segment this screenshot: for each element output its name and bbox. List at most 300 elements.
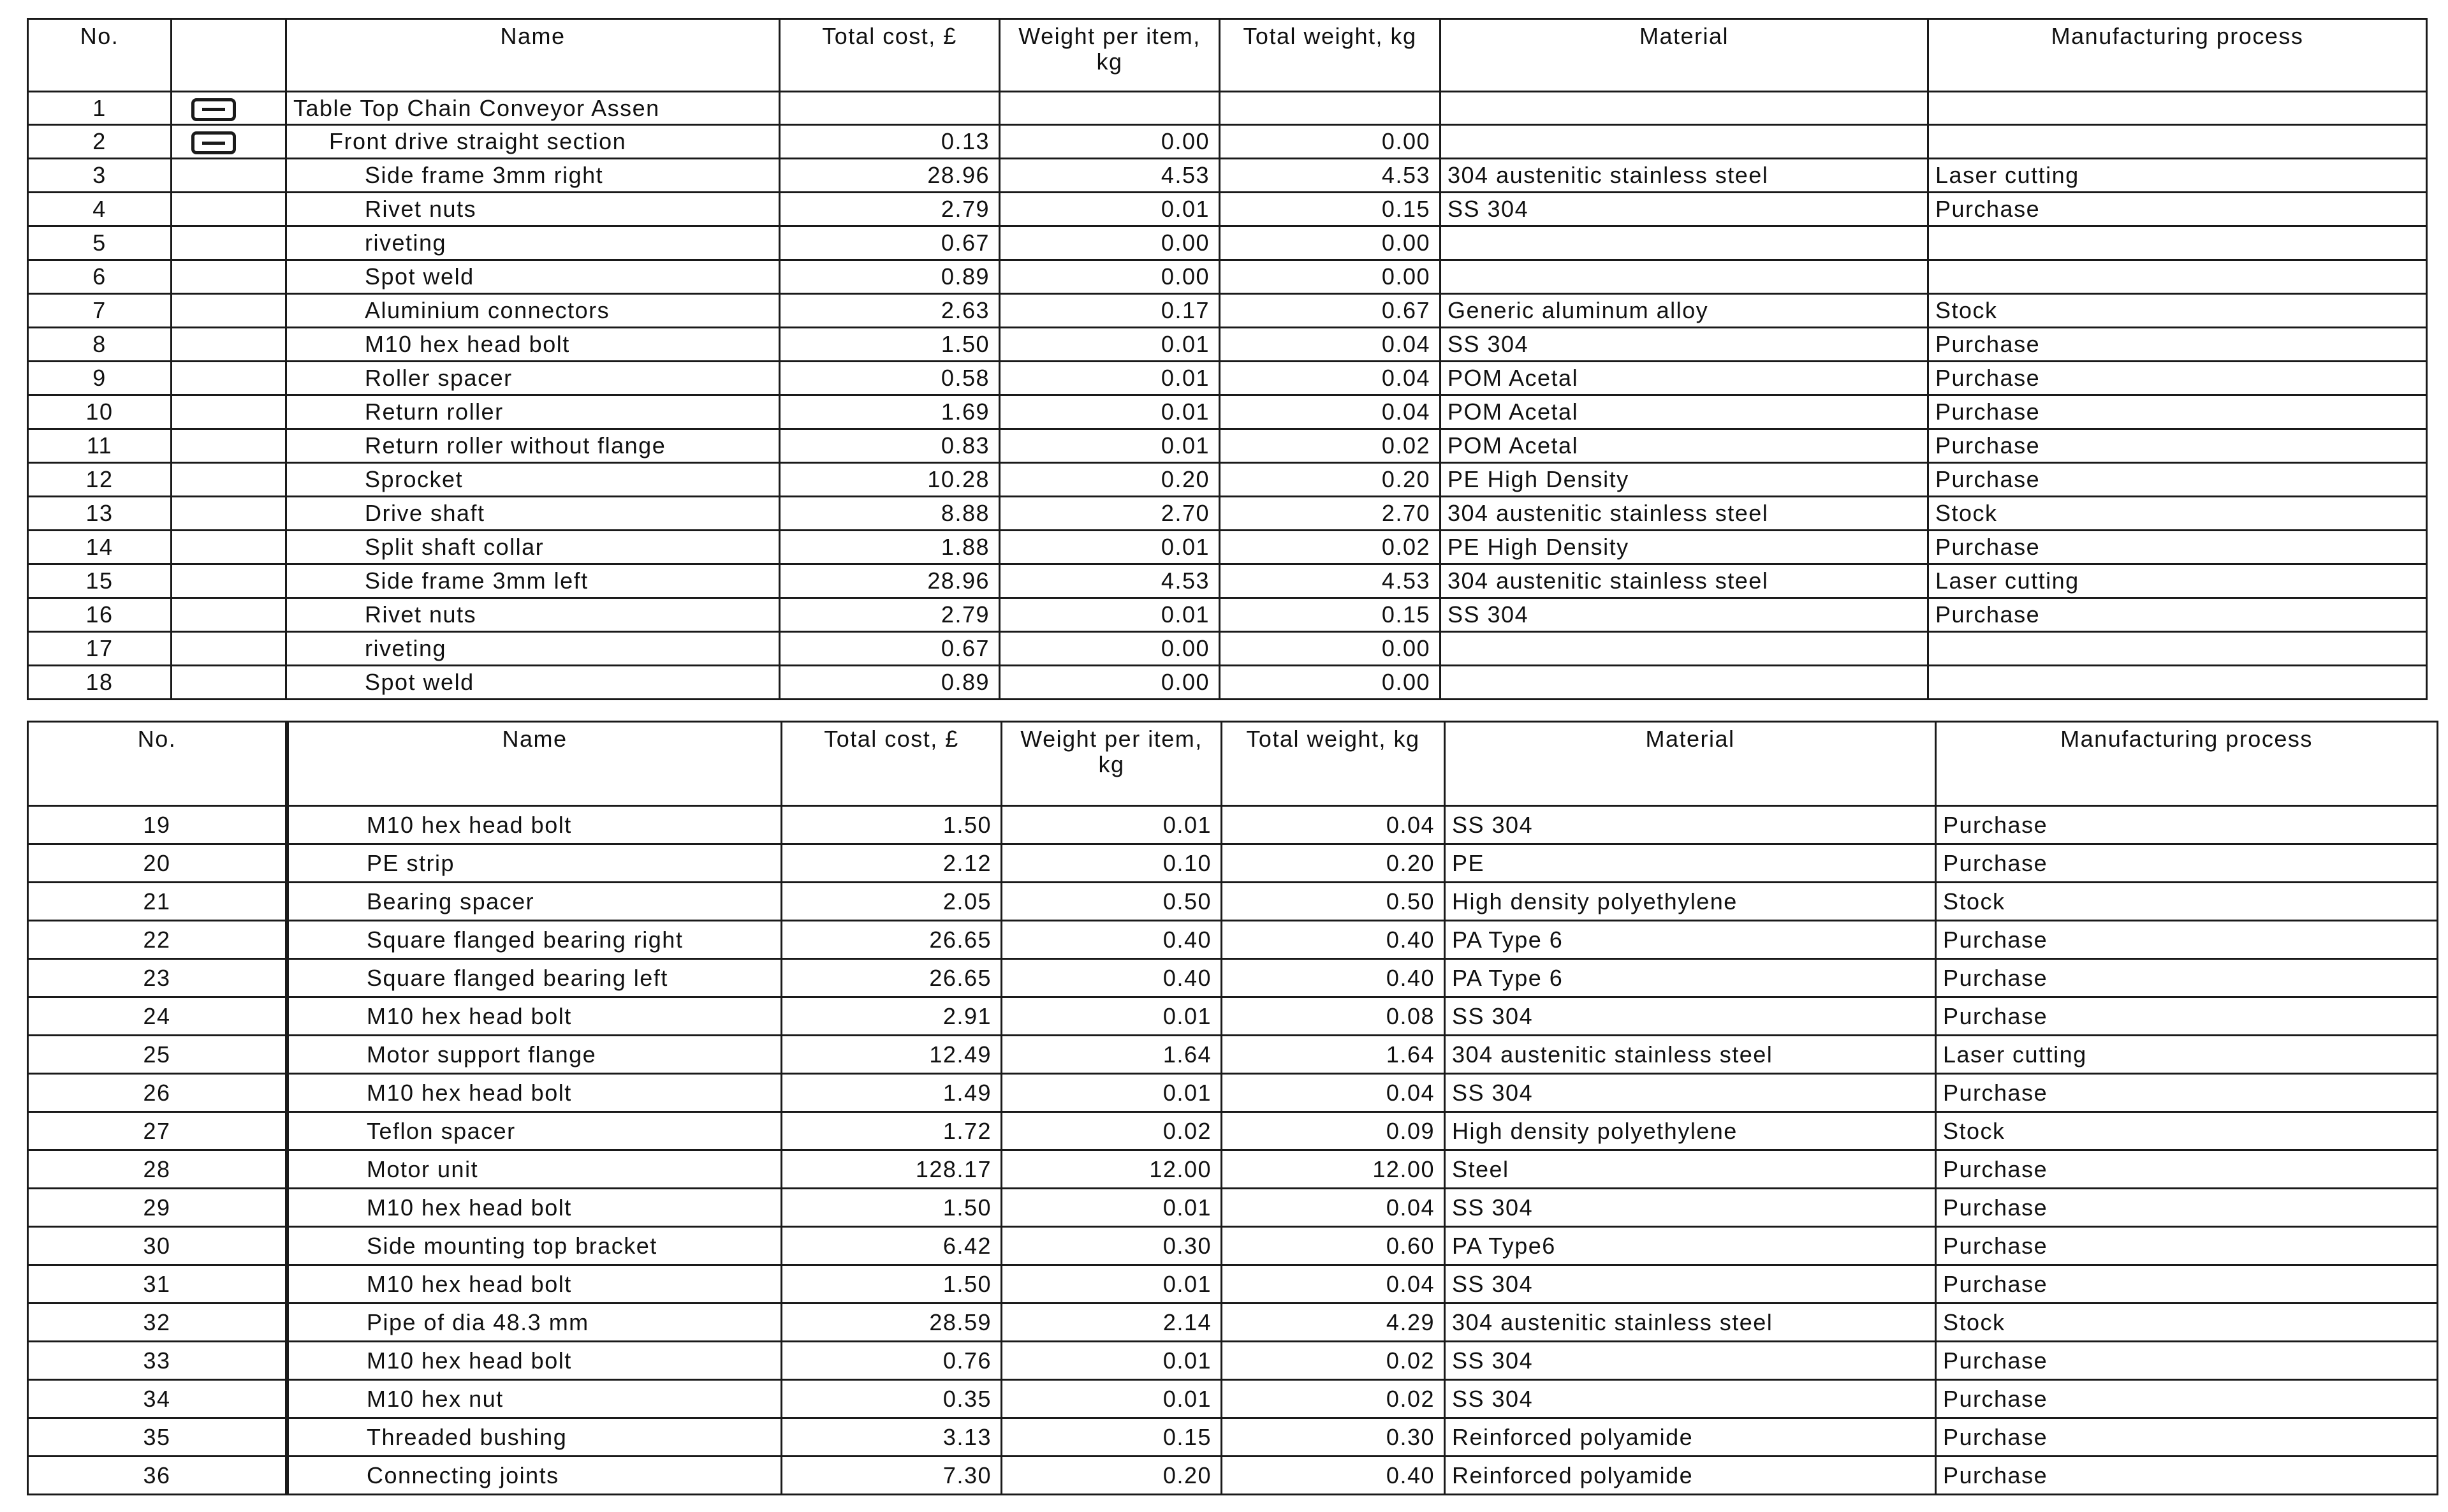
collapse-icon[interactable]: [191, 98, 236, 121]
material: SS 304: [1445, 1380, 1936, 1418]
row-number: 22: [28, 921, 286, 959]
manufacturing-process: [1928, 125, 2427, 159]
row-number: 14: [28, 531, 172, 564]
row-expander[interactable]: [172, 463, 286, 497]
material: POM Acetal: [1440, 429, 1928, 463]
header-total-cost: Total cost, £: [782, 722, 1002, 806]
total-cost: 1.50: [780, 328, 1000, 362]
row-expander[interactable]: [172, 226, 286, 260]
header-material: Material: [1440, 19, 1928, 92]
material: [1440, 226, 1928, 260]
part-name: Sprocket: [286, 463, 780, 497]
header-total-cost: Total cost, £: [780, 19, 1000, 92]
part-name: Return roller: [286, 395, 780, 429]
weight-per-item: 0.40: [1002, 921, 1222, 959]
total-cost: 0.58: [780, 362, 1000, 395]
row-number: 31: [28, 1265, 286, 1303]
material: SS 304: [1440, 328, 1928, 362]
total-cost: [780, 92, 1000, 125]
weight-per-item: 0.50: [1002, 883, 1222, 921]
part-name: Side frame 3mm right: [286, 159, 780, 193]
part-name: M10 hex head bolt: [288, 806, 782, 844]
total-weight: 0.04: [1222, 1074, 1445, 1112]
total-weight: 0.08: [1222, 997, 1445, 1036]
table-row[interactable]: [28, 564, 2427, 598]
total-weight: 0.40: [1222, 959, 1445, 997]
row-number: 4: [28, 193, 172, 226]
weight-per-item: 0.40: [1002, 959, 1222, 997]
total-weight: [1220, 92, 1440, 125]
weight-per-item: 0.20: [1000, 463, 1220, 497]
material: 304 austenitic stainless steel: [1440, 159, 1928, 193]
total-weight: 0.20: [1222, 844, 1445, 883]
row-expander[interactable]: [172, 531, 286, 564]
manufacturing-process: Purchase: [1936, 997, 2438, 1036]
material: PA Type6: [1445, 1227, 1936, 1265]
row-number: 19: [28, 806, 286, 844]
total-weight: 0.20: [1220, 463, 1440, 497]
material: 304 austenitic stainless steel: [1440, 497, 1928, 531]
row-expander[interactable]: [172, 260, 286, 294]
table-row[interactable]: [28, 1418, 2438, 1457]
manufacturing-process: Purchase: [1936, 1227, 2438, 1265]
row-number: 33: [28, 1342, 286, 1380]
material: SS 304: [1445, 1265, 1936, 1303]
part-name: Side frame 3mm left: [286, 564, 780, 598]
row-number: 21: [28, 883, 286, 921]
total-cost: 12.49: [782, 1036, 1002, 1074]
weight-per-item: 0.01: [1000, 531, 1220, 564]
row-number: 16: [28, 598, 172, 632]
material: 304 austenitic stainless steel: [1440, 564, 1928, 598]
header-icon: [172, 19, 286, 92]
total-weight: 0.04: [1220, 395, 1440, 429]
total-cost: 28.59: [782, 1303, 1002, 1342]
row-number: 7: [28, 294, 172, 328]
weight-per-item: 0.02: [1002, 1112, 1222, 1150]
part-name: Threaded bushing: [288, 1418, 782, 1457]
part-name: Spot weld: [286, 260, 780, 294]
row-expander[interactable]: [172, 395, 286, 429]
table-row[interactable]: [28, 362, 2427, 395]
total-cost: 1.69: [780, 395, 1000, 429]
row-expander[interactable]: [172, 125, 286, 159]
row-number: 23: [28, 959, 286, 997]
row-number: 25: [28, 1036, 286, 1074]
manufacturing-process: Purchase: [1928, 429, 2427, 463]
part-name: Aluminium connectors: [286, 294, 780, 328]
material: SS 304: [1445, 1342, 1936, 1380]
material: Generic aluminum alloy: [1440, 294, 1928, 328]
table-row[interactable]: [28, 226, 2427, 260]
table-row[interactable]: [28, 1303, 2438, 1342]
table-row[interactable]: [28, 395, 2427, 429]
total-cost: 2.79: [780, 193, 1000, 226]
row-expander[interactable]: [172, 92, 286, 125]
table-row[interactable]: [28, 294, 2427, 328]
manufacturing-process: Stock: [1928, 294, 2427, 328]
material: [1440, 125, 1928, 159]
row-number: 3: [28, 159, 172, 193]
material: PA Type 6: [1445, 959, 1936, 997]
table-row[interactable]: [28, 1380, 2438, 1418]
table-body: [28, 806, 2438, 1495]
material: Reinforced polyamide: [1445, 1418, 1936, 1457]
table-row[interactable]: [28, 844, 2438, 883]
table-row[interactable]: [28, 1036, 2438, 1074]
material: Reinforced polyamide: [1445, 1457, 1936, 1495]
manufacturing-process: [1928, 92, 2427, 125]
total-weight: 12.00: [1222, 1150, 1445, 1189]
part-name: M10 hex head bolt: [288, 1074, 782, 1112]
total-cost: 2.91: [782, 997, 1002, 1036]
manufacturing-process: Stock: [1936, 883, 2438, 921]
total-weight: 0.02: [1222, 1342, 1445, 1380]
weight-per-item: 0.01: [1000, 328, 1220, 362]
table-header-row: [28, 722, 2438, 806]
material: SS 304: [1440, 193, 1928, 226]
manufacturing-process: Laser cutting: [1928, 564, 2427, 598]
weight-per-item: 0.01: [1002, 1265, 1222, 1303]
total-cost: 3.13: [782, 1418, 1002, 1457]
material: Steel: [1445, 1150, 1936, 1189]
material: 304 austenitic stainless steel: [1445, 1036, 1936, 1074]
part-name: Pipe of dia 48.3 mm: [288, 1303, 782, 1342]
header-weight-per-item: Weight per item, kg: [1000, 19, 1220, 92]
total-weight: 0.30: [1222, 1418, 1445, 1457]
total-weight: 1.64: [1222, 1036, 1445, 1074]
total-weight: 0.02: [1220, 531, 1440, 564]
row-expander[interactable]: [172, 294, 286, 328]
part-name: M10 hex head bolt: [288, 997, 782, 1036]
total-cost: 2.12: [782, 844, 1002, 883]
row-expander[interactable]: [172, 497, 286, 531]
part-name: M10 hex nut: [288, 1380, 782, 1418]
row-number: 5: [28, 226, 172, 260]
row-number: 11: [28, 429, 172, 463]
table-row[interactable]: [28, 125, 2427, 159]
collapse-icon[interactable]: [191, 131, 236, 154]
manufacturing-process: Purchase: [1928, 463, 2427, 497]
part-name: Teflon spacer: [288, 1112, 782, 1150]
row-number: 30: [28, 1227, 286, 1265]
weight-per-item: 0.30: [1002, 1227, 1222, 1265]
row-number: 34: [28, 1380, 286, 1418]
part-name: M10 hex head bolt: [286, 328, 780, 362]
row-expander[interactable]: [172, 429, 286, 463]
part-name: Square flanged bearing right: [288, 921, 782, 959]
part-name: Return roller without flange: [286, 429, 780, 463]
part-name: M10 hex head bolt: [288, 1265, 782, 1303]
table-row[interactable]: [28, 1227, 2438, 1265]
table-row[interactable]: [28, 883, 2438, 921]
weight-per-item: 12.00: [1002, 1150, 1222, 1189]
row-number: 32: [28, 1303, 286, 1342]
part-name: Square flanged bearing left: [288, 959, 782, 997]
total-weight: 0.00: [1220, 260, 1440, 294]
total-cost: 8.88: [780, 497, 1000, 531]
row-expander[interactable]: [172, 193, 286, 226]
total-weight: 4.53: [1220, 159, 1440, 193]
weight-per-item: 0.01: [1000, 395, 1220, 429]
manufacturing-process: Purchase: [1936, 1457, 2438, 1495]
header-name: Name: [286, 19, 780, 92]
total-weight: 0.04: [1222, 806, 1445, 844]
table-row[interactable]: [28, 997, 2438, 1036]
manufacturing-process: Purchase: [1928, 362, 2427, 395]
header-no: No.: [28, 722, 286, 806]
material: POM Acetal: [1440, 362, 1928, 395]
header-material: Material: [1445, 722, 1936, 806]
table-row[interactable]: [28, 806, 2438, 844]
weight-per-item: 0.00: [1000, 632, 1220, 666]
weight-per-item: 0.10: [1002, 844, 1222, 883]
total-cost: 10.28: [780, 463, 1000, 497]
manufacturing-process: Purchase: [1936, 844, 2438, 883]
total-weight: 4.29: [1222, 1303, 1445, 1342]
total-cost: 0.35: [782, 1380, 1002, 1418]
manufacturing-process: Purchase: [1936, 1150, 2438, 1189]
total-cost: 7.30: [782, 1457, 1002, 1495]
row-number: 20: [28, 844, 286, 883]
weight-per-item: 0.01: [1002, 1074, 1222, 1112]
row-number: 24: [28, 997, 286, 1036]
table-row[interactable]: [28, 463, 2427, 497]
material: PE: [1445, 844, 1936, 883]
table-row[interactable]: [28, 531, 2427, 564]
manufacturing-process: Purchase: [1936, 1074, 2438, 1112]
total-weight: 0.04: [1222, 1265, 1445, 1303]
manufacturing-process: Laser cutting: [1928, 159, 2427, 193]
part-name: Bearing spacer: [288, 883, 782, 921]
table-body: [28, 92, 2427, 700]
header-manufacturing-process: Manufacturing process: [1936, 722, 2438, 806]
manufacturing-process: Stock: [1936, 1303, 2438, 1342]
manufacturing-process: Purchase: [1936, 806, 2438, 844]
part-name: Roller spacer: [286, 362, 780, 395]
manufacturing-process: Purchase: [1936, 1380, 2438, 1418]
header-manufacturing-process: Manufacturing process: [1928, 19, 2427, 92]
part-name: Motor support flange: [288, 1036, 782, 1074]
table-row[interactable]: [28, 1457, 2438, 1495]
total-cost: 1.49: [782, 1074, 1002, 1112]
manufacturing-process: Purchase: [1936, 1342, 2438, 1380]
row-number: 35: [28, 1418, 286, 1457]
total-weight: 0.00: [1220, 632, 1440, 666]
material: SS 304: [1440, 598, 1928, 632]
material: 304 austenitic stainless steel: [1445, 1303, 1936, 1342]
total-weight: 0.04: [1222, 1189, 1445, 1227]
part-name: PE strip: [288, 844, 782, 883]
table-row[interactable]: [28, 497, 2427, 531]
weight-per-item: 0.15: [1002, 1418, 1222, 1457]
header-total-weight: Total weight, kg: [1222, 722, 1445, 806]
table-row[interactable]: [28, 1112, 2438, 1150]
total-cost: 0.67: [780, 226, 1000, 260]
total-cost: 28.96: [780, 564, 1000, 598]
row-number: 17: [28, 632, 172, 666]
manufacturing-process: Stock: [1936, 1112, 2438, 1150]
manufacturing-process: Stock: [1928, 497, 2427, 531]
material: High density polyethylene: [1445, 883, 1936, 921]
weight-per-item: [1000, 92, 1220, 125]
material: PA Type 6: [1445, 921, 1936, 959]
row-number: 36: [28, 1457, 286, 1495]
part-name: Table Top Chain Conveyor Assen: [286, 92, 780, 125]
table-row[interactable]: [28, 1342, 2438, 1380]
row-number: 8: [28, 328, 172, 362]
row-expander[interactable]: [172, 564, 286, 598]
part-name: Rivet nuts: [286, 193, 780, 226]
total-cost: 2.63: [780, 294, 1000, 328]
weight-per-item: 0.01: [1002, 1189, 1222, 1227]
row-number: 15: [28, 564, 172, 598]
total-weight: 0.67: [1220, 294, 1440, 328]
table-row[interactable]: [28, 1150, 2438, 1189]
weight-per-item: 2.70: [1000, 497, 1220, 531]
weight-per-item: 0.00: [1000, 260, 1220, 294]
row-number: 28: [28, 1150, 286, 1189]
part-name: Spot weld: [286, 666, 780, 700]
manufacturing-process: [1928, 226, 2427, 260]
part-name: Rivet nuts: [286, 598, 780, 632]
total-cost: 6.42: [782, 1227, 1002, 1265]
row-number: 6: [28, 260, 172, 294]
material: [1440, 666, 1928, 700]
weight-per-item: 0.01: [1002, 1342, 1222, 1380]
material: [1440, 92, 1928, 125]
manufacturing-process: [1928, 260, 2427, 294]
part-name: riveting: [286, 632, 780, 666]
row-number: 13: [28, 497, 172, 531]
total-weight: 0.02: [1222, 1380, 1445, 1418]
table-row[interactable]: [28, 260, 2427, 294]
total-cost: 1.50: [782, 1189, 1002, 1227]
total-weight: 0.15: [1220, 193, 1440, 226]
total-cost: 1.72: [782, 1112, 1002, 1150]
weight-per-item: 0.01: [1002, 997, 1222, 1036]
total-weight: 0.50: [1222, 883, 1445, 921]
total-weight: 2.70: [1220, 497, 1440, 531]
manufacturing-process: Purchase: [1936, 1418, 2438, 1457]
bom-table-part-2: [27, 721, 2438, 1495]
total-cost: 0.13: [780, 125, 1000, 159]
manufacturing-process: Purchase: [1928, 193, 2427, 226]
material: SS 304: [1445, 1189, 1936, 1227]
material: SS 304: [1445, 1074, 1936, 1112]
manufacturing-process: [1928, 666, 2427, 700]
weight-per-item: 0.20: [1002, 1457, 1222, 1495]
table-row[interactable]: [28, 1189, 2438, 1227]
manufacturing-process: Purchase: [1936, 1265, 2438, 1303]
row-expander[interactable]: [172, 666, 286, 700]
table-row[interactable]: [28, 598, 2427, 632]
total-cost: 2.79: [780, 598, 1000, 632]
total-cost: 1.50: [782, 1265, 1002, 1303]
row-expander[interactable]: [172, 328, 286, 362]
material: SS 304: [1445, 806, 1936, 844]
table-row[interactable]: [28, 632, 2427, 666]
table-row[interactable]: [28, 959, 2438, 997]
part-name: riveting: [286, 226, 780, 260]
weight-per-item: 0.00: [1000, 666, 1220, 700]
total-cost: 128.17: [782, 1150, 1002, 1189]
total-cost: 0.89: [780, 260, 1000, 294]
bom-table-part-1: [27, 18, 2428, 700]
weight-per-item: 0.01: [1002, 806, 1222, 844]
total-weight: 0.09: [1222, 1112, 1445, 1150]
table-row[interactable]: [28, 429, 2427, 463]
part-name: M10 hex head bolt: [288, 1342, 782, 1380]
weight-per-item: 2.14: [1002, 1303, 1222, 1342]
table-row[interactable]: [28, 666, 2427, 700]
material: SS 304: [1445, 997, 1936, 1036]
part-name: Drive shaft: [286, 497, 780, 531]
material: PE High Density: [1440, 531, 1928, 564]
material: PE High Density: [1440, 463, 1928, 497]
weight-per-item: 0.00: [1000, 125, 1220, 159]
total-weight: 0.00: [1220, 125, 1440, 159]
row-expander[interactable]: [172, 632, 286, 666]
total-weight: 0.04: [1220, 328, 1440, 362]
part-name: Front drive straight section: [286, 125, 780, 159]
header-name: Name: [288, 722, 782, 806]
table-row[interactable]: [28, 1265, 2438, 1303]
row-expander[interactable]: [172, 598, 286, 632]
manufacturing-process: Purchase: [1928, 395, 2427, 429]
total-cost: 28.96: [780, 159, 1000, 193]
table-row[interactable]: [28, 92, 2427, 125]
total-weight: 0.60: [1222, 1227, 1445, 1265]
row-number: 9: [28, 362, 172, 395]
part-name: M10 hex head bolt: [288, 1189, 782, 1227]
weight-per-item: 4.53: [1000, 159, 1220, 193]
table-row[interactable]: [28, 193, 2427, 226]
row-expander[interactable]: [172, 362, 286, 395]
table-header-row: [28, 19, 2427, 92]
row-number: 26: [28, 1074, 286, 1112]
weight-per-item: 0.01: [1000, 362, 1220, 395]
weight-per-item: 0.01: [1000, 193, 1220, 226]
weight-per-item: 1.64: [1002, 1036, 1222, 1074]
table-row[interactable]: [28, 921, 2438, 959]
material: POM Acetal: [1440, 395, 1928, 429]
table-row[interactable]: [28, 1074, 2438, 1112]
row-number: 27: [28, 1112, 286, 1150]
row-number: 10: [28, 395, 172, 429]
row-number: 29: [28, 1189, 286, 1227]
manufacturing-process: Laser cutting: [1936, 1036, 2438, 1074]
row-number: 2: [28, 125, 172, 159]
table-row[interactable]: [28, 328, 2427, 362]
total-cost: 0.83: [780, 429, 1000, 463]
total-cost: 1.50: [782, 806, 1002, 844]
part-name: Side mounting top bracket: [288, 1227, 782, 1265]
material: [1440, 260, 1928, 294]
total-cost: 0.89: [780, 666, 1000, 700]
material: High density polyethylene: [1445, 1112, 1936, 1150]
total-weight: 0.15: [1220, 598, 1440, 632]
weight-per-item: 0.01: [1002, 1380, 1222, 1418]
total-cost: 0.76: [782, 1342, 1002, 1380]
weight-per-item: 0.01: [1000, 429, 1220, 463]
row-expander[interactable]: [172, 159, 286, 193]
total-weight: 0.00: [1220, 666, 1440, 700]
part-name: Split shaft collar: [286, 531, 780, 564]
manufacturing-process: Purchase: [1936, 921, 2438, 959]
row-number: 18: [28, 666, 172, 700]
table-row[interactable]: [28, 159, 2427, 193]
